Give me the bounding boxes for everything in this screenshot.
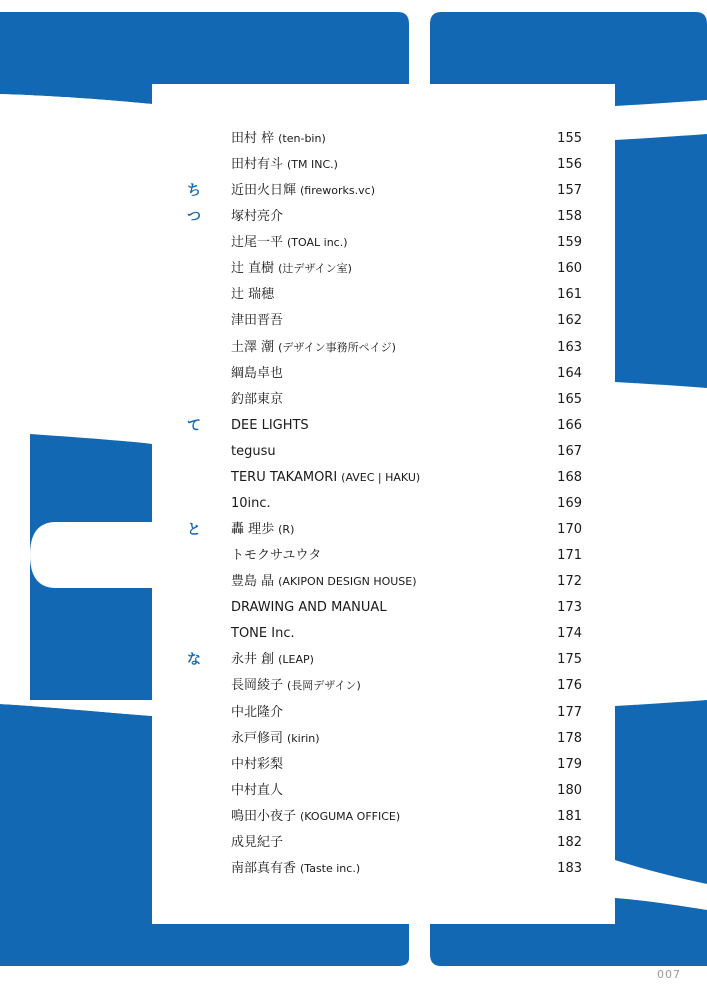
index-row (152, 595, 615, 621)
index-row (152, 856, 615, 882)
page-number: 176 (557, 678, 582, 694)
designer-name (231, 413, 313, 439)
index-row (152, 543, 615, 569)
affiliation-note: (AKIPON DESIGN HOUSE) (278, 575, 417, 589)
name-text: 豊島 晶 (231, 574, 275, 590)
name-text: DEE LIGHTS (231, 417, 309, 433)
name-text: 釣部東京 (231, 391, 284, 407)
page-number: 156 (557, 157, 582, 173)
affiliation-note: (fireworks.vc) (300, 184, 375, 198)
page-number: 162 (557, 313, 582, 329)
left-cutout-upper (0, 94, 152, 150)
affiliation-note: (KOGUMA OFFICE) (300, 809, 401, 823)
page-number: 167 (557, 443, 582, 459)
index-row (152, 126, 615, 152)
page-number: 158 (557, 209, 582, 225)
index-row (152, 517, 615, 543)
page-number: 174 (557, 626, 582, 642)
designer-name (231, 517, 294, 543)
index-row (152, 282, 615, 308)
page-number: 183 (557, 860, 582, 876)
kana-heading: と (187, 522, 201, 539)
index-row (152, 308, 615, 334)
index-row (152, 752, 615, 778)
name-text: 塚村亮介 (231, 209, 284, 225)
name-text: 永戸修司 (231, 730, 284, 746)
affiliation-note: (R) (278, 523, 295, 537)
index-row (152, 204, 615, 230)
page-number: 172 (557, 574, 582, 590)
name-text: TERU TAKAMORI (231, 469, 338, 485)
designer-name (231, 335, 396, 361)
page-number: 163 (557, 339, 582, 355)
designer-name (231, 647, 314, 673)
designer-name (231, 361, 287, 387)
name-text: 中北隆介 (231, 704, 284, 720)
page-number: 157 (557, 183, 582, 199)
name-text: 辻尾一平 (231, 235, 284, 251)
index-row (152, 152, 615, 178)
designer-name (231, 256, 352, 282)
name-text: 津田晋吾 (231, 313, 284, 329)
page-number: 175 (557, 652, 582, 668)
designer-name (231, 595, 391, 621)
name-text: 10inc. (231, 495, 271, 511)
designer-name (231, 673, 361, 699)
name-text: 辻 瑞穂 (231, 287, 275, 303)
index-row (152, 361, 615, 387)
designer-name (231, 204, 287, 230)
designer-name (231, 700, 287, 726)
index-panel (152, 84, 615, 924)
index-row (152, 778, 615, 804)
name-text: DRAWING AND MANUAL (231, 600, 387, 616)
affiliation-note: (LEAP) (278, 653, 314, 667)
designer-name (231, 543, 325, 569)
page-number: 179 (557, 756, 582, 772)
name-text: TONE Inc. (231, 626, 295, 642)
name-text: 轟 理歩 (231, 522, 275, 538)
kana-heading: な (187, 652, 201, 669)
left-cutout-middle (0, 432, 30, 700)
designer-name (231, 308, 287, 334)
index-row (152, 465, 615, 491)
page-number: 169 (557, 495, 582, 511)
page-number: 170 (557, 522, 582, 538)
page-number: 181 (557, 808, 582, 824)
kana-heading: つ (187, 209, 201, 226)
designer-name (231, 439, 280, 465)
name-text: 鳴田小夜子 (231, 808, 297, 824)
index-row (152, 830, 615, 856)
kana-heading: ち (187, 183, 201, 200)
designer-name (231, 726, 320, 752)
name-text: 綱島卓也 (231, 365, 284, 381)
page-number: 178 (557, 730, 582, 746)
page-number: 173 (557, 600, 582, 616)
page-number: 171 (557, 548, 582, 564)
name-text: 近田火日輝 (231, 183, 297, 199)
name-text: 成見紀子 (231, 834, 284, 850)
name-text: 田村 梓 (231, 131, 275, 146)
index-row (152, 491, 615, 517)
index-row (152, 439, 615, 465)
designer-name (231, 282, 278, 308)
page-number: 182 (557, 834, 582, 850)
designer-name (231, 804, 400, 830)
designer-name (231, 178, 375, 204)
index-row (152, 335, 615, 361)
designer-name (231, 856, 360, 882)
index-row (152, 256, 615, 282)
name-text: トモクサユウタ (231, 548, 322, 564)
affiliation-note: (TM INC.) (287, 158, 338, 172)
name-text: tegusu (231, 443, 276, 459)
name-text: 田村有斗 (231, 157, 284, 173)
name-text: 永井 創 (231, 652, 275, 668)
index-row (152, 413, 615, 439)
designer-name (231, 230, 348, 256)
affiliation-note: (辻デザイン室) (278, 262, 352, 276)
name-text: 長岡綾子 (231, 678, 284, 694)
index-row (152, 804, 615, 830)
name-text: 辻 直樹 (231, 261, 275, 277)
designer-name (231, 465, 420, 491)
affiliation-note: (ten-bin) (278, 132, 326, 145)
affiliation-note: (長岡デザイン) (287, 679, 361, 693)
designer-name (231, 152, 338, 178)
affiliation-note: (デザイン事務所ペイジ) (278, 340, 396, 354)
affiliation-note: (Taste inc.) (300, 861, 361, 875)
page-number: 159 (557, 235, 582, 251)
affiliation-note: (kirin) (287, 731, 320, 745)
page-number: 161 (557, 287, 582, 303)
right-cutout-top (615, 100, 707, 140)
page-number: 168 (557, 469, 582, 485)
affiliation-note: (AVEC | HAKU) (341, 470, 421, 484)
name-text: 南部真有香 (231, 860, 297, 876)
index-row (152, 569, 615, 595)
name-text: 中村直人 (231, 782, 284, 798)
page-number: 180 (557, 782, 582, 798)
designer-name (231, 778, 287, 804)
designer-name (231, 621, 299, 647)
designer-name (231, 830, 287, 856)
page-number: 165 (557, 391, 582, 407)
designer-name (231, 387, 287, 413)
index-row (152, 726, 615, 752)
index-row (152, 673, 615, 699)
page-number: 177 (557, 704, 582, 720)
designer-name (231, 569, 417, 595)
page-number: 164 (557, 365, 582, 381)
left-pill-cutout (30, 522, 152, 588)
index-row (152, 178, 615, 204)
index-row (152, 700, 615, 726)
name-text: 中村彩梨 (231, 756, 284, 772)
page-number: 160 (557, 261, 582, 277)
index-row (152, 387, 615, 413)
designer-name (231, 126, 326, 152)
right-lower-cutout (615, 382, 707, 706)
affiliation-note: (TOAL inc.) (287, 236, 348, 250)
index-row (152, 230, 615, 256)
page-number: 166 (557, 417, 582, 433)
name-text: 土澤 潮 (231, 339, 275, 355)
index-row (152, 621, 615, 647)
designer-name (231, 752, 287, 778)
kana-heading: て (187, 417, 201, 434)
page-folio: 007 (657, 968, 681, 981)
designer-name (231, 491, 275, 517)
index-row (152, 647, 615, 673)
page-number: 155 (557, 131, 582, 146)
